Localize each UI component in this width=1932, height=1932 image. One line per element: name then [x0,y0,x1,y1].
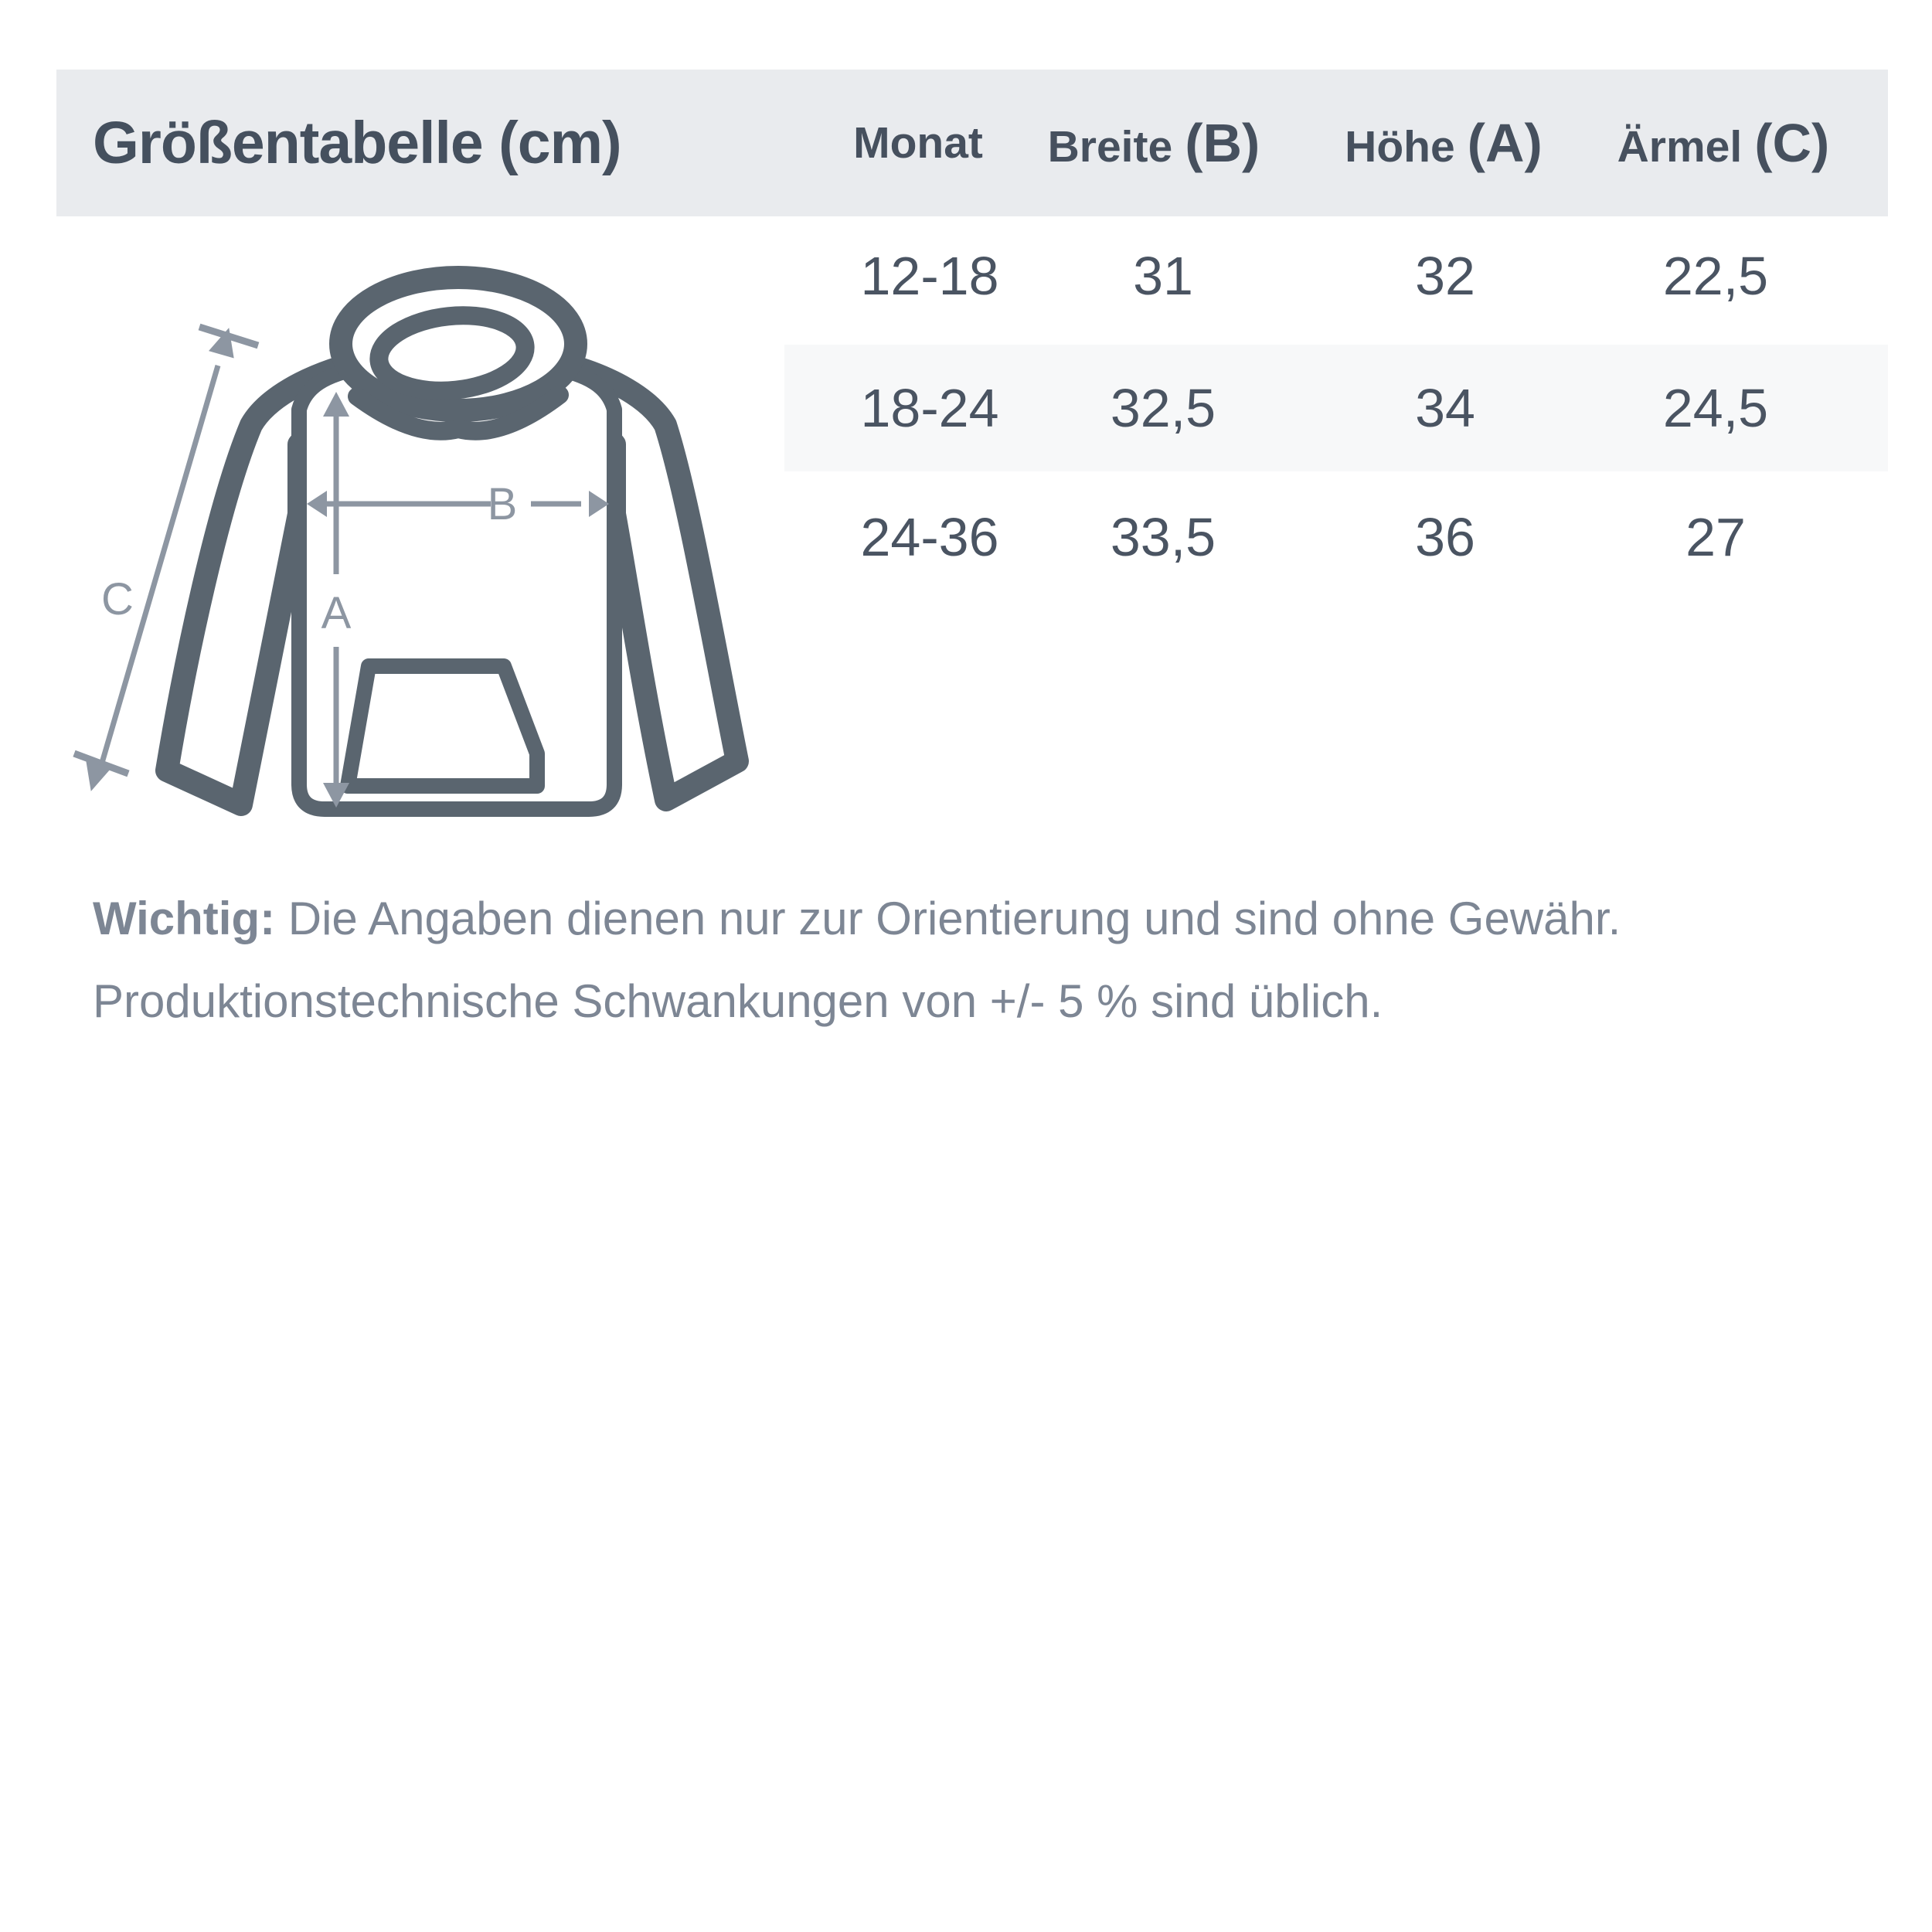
table-cell-breite: 32,5 [1110,378,1216,438]
label-c: C [101,574,134,624]
column-label: Ärmel [1617,122,1743,172]
disclaimer-line-2: Produktionstechnische Schwankungen von +/- 5 % sind üblich. [93,975,1383,1027]
column-label: Höhe [1345,122,1455,172]
table-cell-breite: 33,5 [1110,507,1216,567]
table-cell-monat: 12-18 [860,246,999,306]
label-b: B [487,479,518,529]
hood-inner-ring [376,308,529,397]
column-letter: (C) [1754,113,1830,173]
column-header-aermel [1569,70,1878,216]
disclaimer-note [93,877,1621,1043]
table-cell-hoehe: 32 [1415,246,1475,306]
disclaimer-line-1 [93,877,1621,960]
column-label: Monat [853,118,983,168]
column-header-hoehe [1289,70,1598,216]
column-letter: (B) [1185,113,1260,173]
table-cell-monat: 24-36 [860,507,999,567]
disclaimer-bold: Wichtig: [93,893,276,944]
table-cell-aermel: 22,5 [1662,246,1769,306]
label-a: A [321,588,352,638]
disclaimer-text-1: Die Angaben dienen nur zur Orientierung und sind ohne Gewähr. [275,893,1621,944]
table-cell-monat: 18-24 [860,378,999,438]
page-title: Größentabelle (cm) [93,109,621,176]
hoodie-diagram-svg [70,259,757,838]
table-cell-hoehe: 36 [1415,507,1475,567]
column-label: Breite [1047,122,1173,172]
hoodie-pocket [348,666,537,786]
table-cell-breite: 31 [1133,246,1193,306]
table-cell-hoehe: 34 [1415,378,1475,438]
table-cell-aermel: 24,5 [1662,378,1769,438]
column-letter: (A) [1467,113,1543,173]
hoodie-measurement-diagram [70,259,757,838]
column-header-breite [999,70,1308,216]
table-cell-aermel: 27 [1685,507,1746,567]
